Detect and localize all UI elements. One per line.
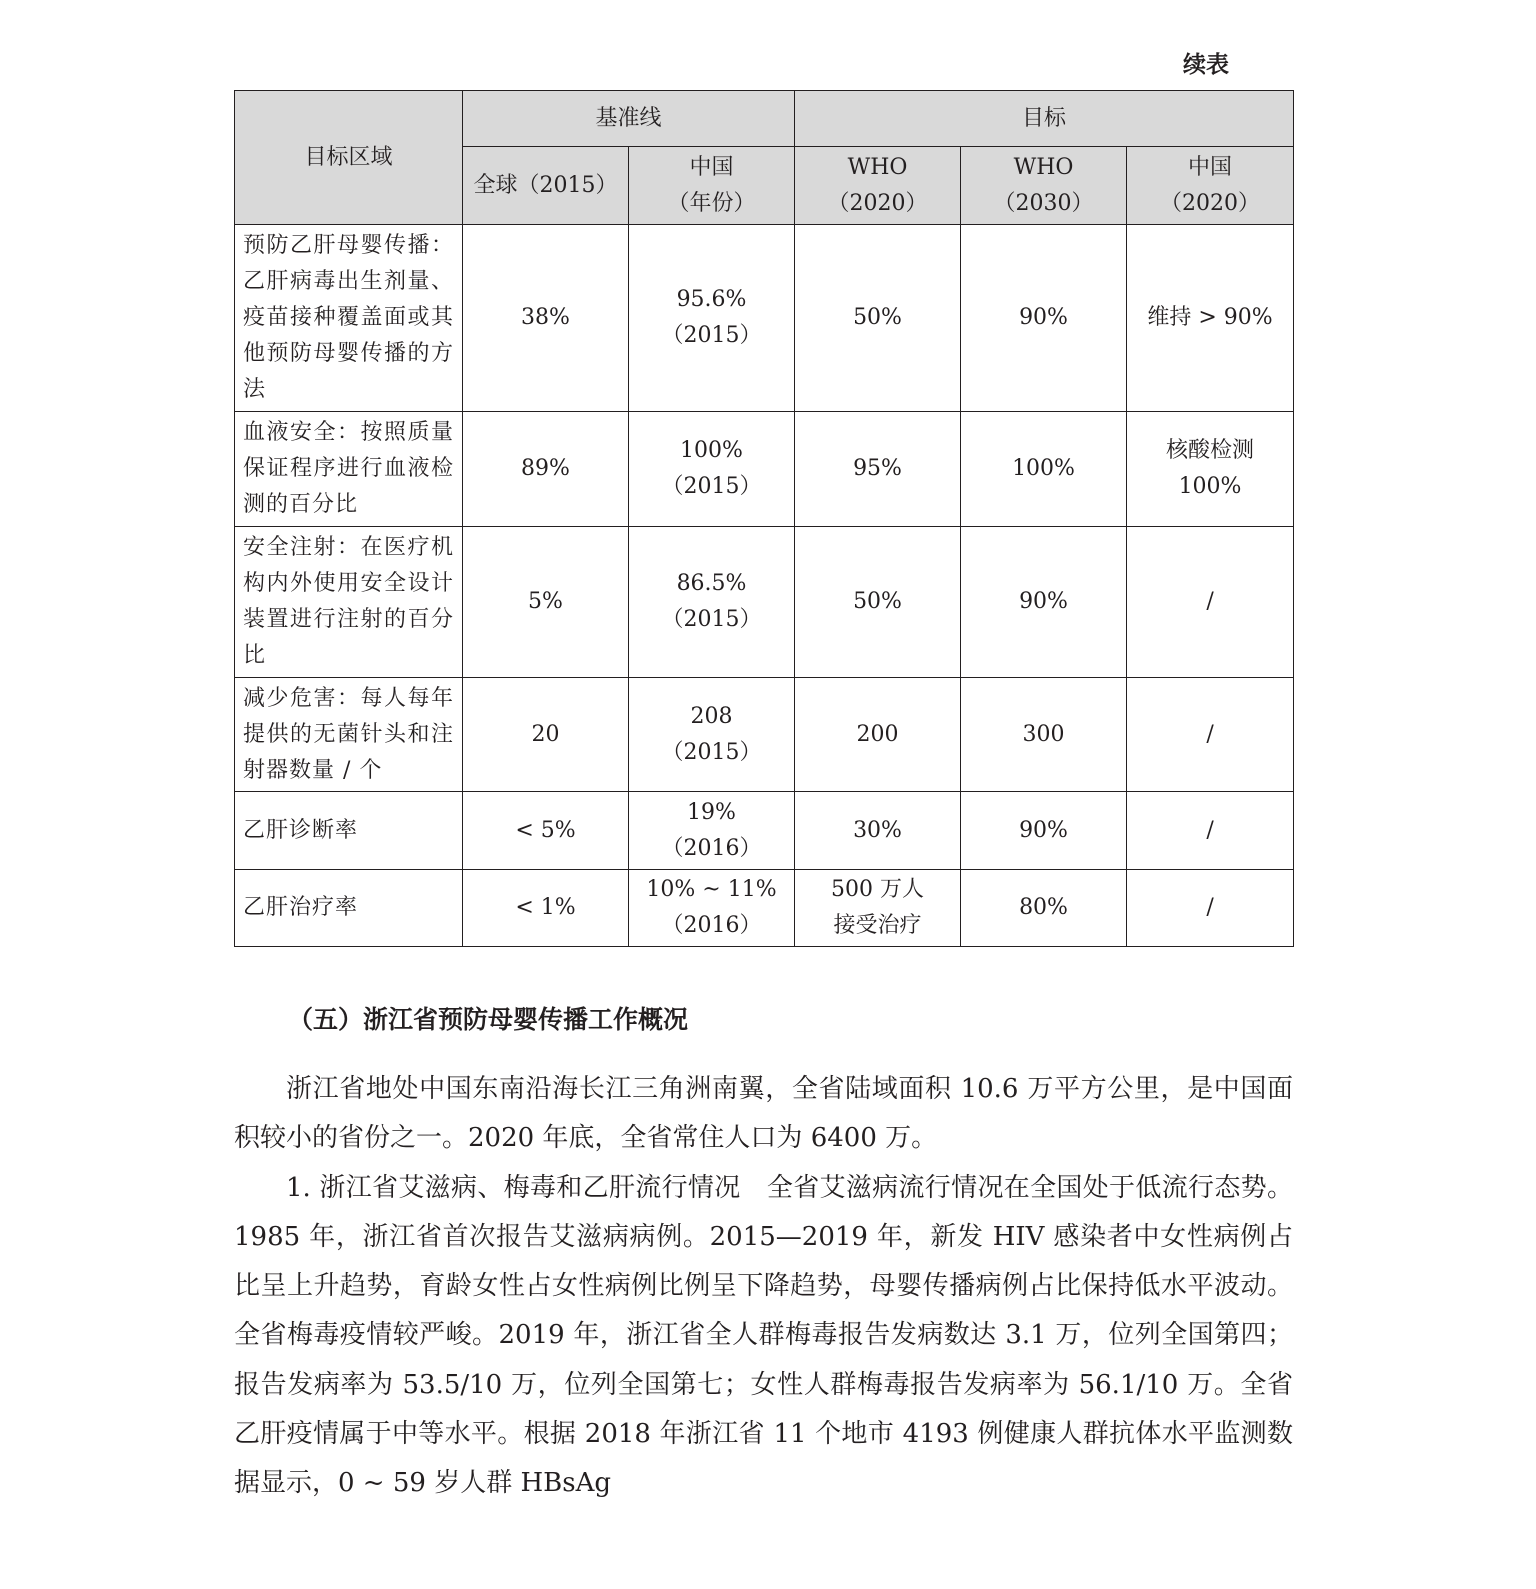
cell-who-2030: 90% [961, 527, 1127, 678]
cell-who-2020: 30% [795, 792, 961, 870]
header-china-2020: 中国 （2020） [1127, 147, 1294, 225]
cell-who-2030: 100% [961, 412, 1127, 527]
cell-area: 预防乙肝母婴传播：乙肝病毒出生剂量、疫苗接种覆盖面或其他预防母婴传播的方法 [235, 225, 463, 412]
table-row [235, 678, 1294, 792]
cell-area: 乙肝治疗率 [235, 870, 463, 947]
cell-global: < 1% [463, 870, 629, 947]
section-heading: （五）浙江省预防母婴传播工作概况 [288, 1005, 689, 1034]
cell-who-2030: 300 [961, 678, 1127, 792]
cell-global: 38% [463, 225, 629, 412]
cell-area: 血液安全：按照质量保证程序进行血液检测的百分比 [235, 412, 463, 527]
cell-who-2020: 50% [795, 527, 961, 678]
paragraph: 1. 浙江省艾滋病、梅毒和乙肝流行情况 全省艾滋病流行情况在全国处于低流行态势。1985 年，浙江省首次报告艾滋病病例。2015—2019 年，新发 HIV 感染者中女性病例占比呈上升趋势，育龄女性占女性病例比例呈下降趋势，母婴传播病例占比保持低水平波动。全省梅毒疫情较严峻。2019 年，浙江省全人群梅毒报告发病数达 3.1 万，位列全国第四；报告发病率为 53.5/10 万，位列全国第七；女性人群梅毒报告发病率为 56.1/10 万。全省乙肝疫情属于中等水平。根据 2018 年浙江省 11 个地市 4193 例健康人群抗体水平监测数据显示，0 ~ 59 岁人群 HBsAg [234, 1172, 1293, 1499]
cell-china-2020: / [1127, 678, 1294, 792]
table-row [235, 225, 1294, 412]
cell-who-2030: 80% [961, 870, 1127, 947]
cell-china-baseline: 19% （2016） [629, 792, 795, 870]
cell-who-2030: 90% [961, 225, 1127, 412]
header-baseline: 基准线 [463, 91, 795, 147]
cell-global: 20 [463, 678, 629, 792]
table-row [235, 527, 1294, 678]
cell-china-2020: 核酸检测 100% [1127, 412, 1294, 527]
paragraph: 浙江省地处中国东南沿海长江三角洲南翼，全省陆域面积 10.6 万平方公里，是中国面积较小的省份之一。2020 年底，全省常住人口为 6400 万。 [234, 1074, 1293, 1154]
cell-china-baseline: 100% （2015） [629, 412, 795, 527]
cell-who-2020: 500 万人 接受治疗 [795, 870, 961, 947]
cell-area: 乙肝诊断率 [235, 792, 463, 870]
header-target: 目标 [795, 91, 1294, 147]
cell-area: 减少危害：每人每年提供的无菌针头和注射器数量 / 个 [235, 678, 463, 792]
cell-china-2020: / [1127, 527, 1294, 678]
cell-who-2020: 50% [795, 225, 961, 412]
cell-china-baseline: 86.5% （2015） [629, 527, 795, 678]
cell-china-baseline: 208 （2015） [629, 678, 795, 792]
header-who-2020: WHO （2020） [795, 147, 961, 225]
header-who-2030: WHO （2030） [961, 147, 1127, 225]
cell-who-2020: 200 [795, 678, 961, 792]
cell-global: 89% [463, 412, 629, 527]
header-global-2015: 全球（2015） [463, 147, 629, 225]
table-row [235, 870, 1294, 947]
cell-china-baseline: 10% ~ 11% （2016） [629, 870, 795, 947]
cell-who-2020: 95% [795, 412, 961, 527]
table-row [235, 792, 1294, 870]
cell-china-2020: / [1127, 792, 1294, 870]
body-text [234, 1065, 1293, 1509]
cell-global: 5% [463, 527, 629, 678]
target-table [234, 90, 1294, 947]
cell-global: < 5% [463, 792, 629, 870]
header-area: 目标区域 [235, 91, 463, 225]
cell-china-2020: 维持 > 90% [1127, 225, 1294, 412]
cell-china-baseline: 95.6% （2015） [629, 225, 795, 412]
table-row [235, 412, 1294, 527]
cell-china-2020: / [1127, 870, 1294, 947]
cell-who-2030: 90% [961, 792, 1127, 870]
continued-table-label: 续表 [1183, 52, 1229, 78]
header-china-year: 中国 （年份） [629, 147, 795, 225]
cell-area: 安全注射：在医疗机构内外使用安全设计装置进行注射的百分比 [235, 527, 463, 678]
